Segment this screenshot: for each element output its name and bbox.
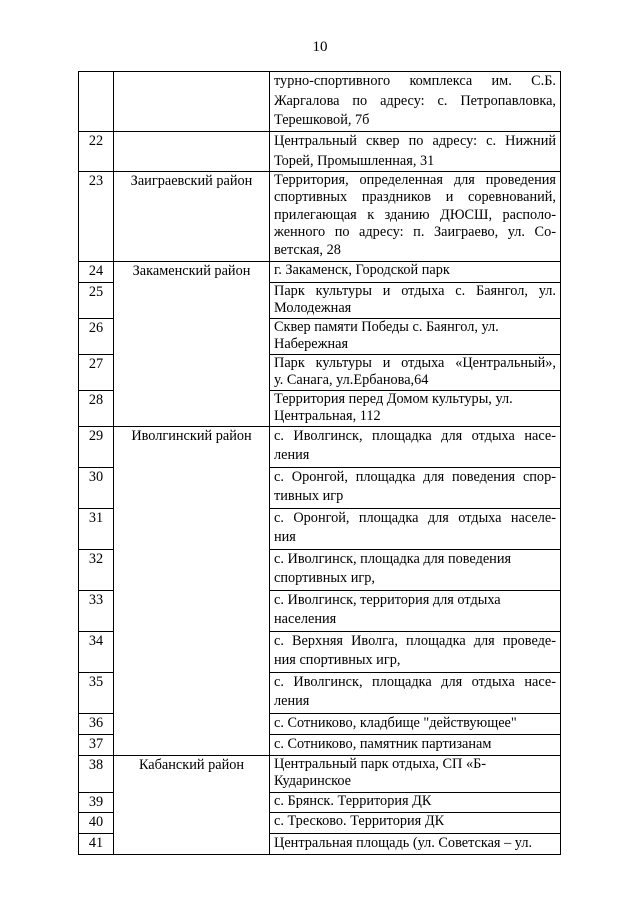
- row-number: 39: [79, 792, 114, 813]
- location-line: ветская, 28: [274, 241, 341, 258]
- location-line: ления: [274, 447, 310, 463]
- location-line: с. Верхняя Иволга, площадка для проведе-: [274, 632, 556, 649]
- row-number: 25: [79, 282, 114, 318]
- location-line: г. Закаменск, Городской парк: [274, 262, 450, 278]
- district-cell: [114, 132, 270, 172]
- location-line: Территория перед Домом культуры, ул.: [274, 390, 513, 407]
- location-line: Территория, определенная для проведения: [274, 172, 556, 188]
- location-line: женного по адресу: п. Заиграево, ул. Со-: [274, 224, 556, 241]
- location-cell: [270, 318, 561, 354]
- district-cell: Кабанский район: [114, 755, 270, 854]
- location-line: с. Сотниково, памятник партизанам: [274, 735, 492, 752]
- location-line: с. Иволгинск, площадка для поведения: [274, 550, 512, 567]
- location-cell: [270, 755, 561, 792]
- locations-table: [78, 71, 561, 855]
- row-number: 26: [79, 318, 114, 354]
- location-cell: [270, 262, 561, 283]
- location-line: турно-спортивного комплекса им. С.Б.: [274, 73, 556, 89]
- row-number: 33: [79, 590, 114, 631]
- district-cell: Иволгинский район: [114, 426, 270, 755]
- location-cell: [270, 282, 561, 318]
- location-line: ления: [274, 693, 310, 709]
- row-number: 24: [79, 262, 114, 283]
- location-cell: [270, 354, 561, 390]
- row-number: 35: [79, 672, 114, 713]
- location-cell: [270, 792, 561, 813]
- row-number: 36: [79, 713, 114, 734]
- row-number: 32: [79, 549, 114, 590]
- location-cell: [270, 467, 561, 508]
- table-row: [79, 755, 561, 792]
- location-line: с. Оронгой, площадка для отдыха населе-: [274, 509, 556, 526]
- location-line: у. Санага, ул.Ербанова,64: [274, 371, 429, 388]
- district-cell: Закаменский район: [114, 262, 270, 427]
- location-line: с. Иволгинск, территория для отдыха: [274, 591, 501, 608]
- row-number: 27: [79, 354, 114, 390]
- location-line: Центральный сквер по адресу: с. Нижний: [274, 133, 556, 149]
- location-line: Центральный парк отдыха, СП «Б-: [274, 755, 487, 772]
- location-cell: [270, 672, 561, 713]
- location-line: Молодежная: [274, 299, 352, 316]
- row-number: 41: [79, 833, 114, 854]
- location-line: Жаргалова по адресу: с. Петропавловка,: [274, 92, 556, 109]
- location-line: прилегающая к зданию ДЮСШ, располо-: [274, 206, 556, 223]
- location-line: с. Оронгой, площадка для поведения спор-: [274, 468, 556, 485]
- location-cell: [270, 72, 561, 132]
- location-cell: [270, 390, 561, 426]
- location-line: населения: [274, 611, 337, 627]
- table-row: [79, 132, 561, 172]
- location-line: Центральная, 112: [274, 407, 381, 424]
- location-line: Парк культуры и отдыха с. Баянгол, ул.: [274, 282, 556, 299]
- table-row: [79, 72, 561, 132]
- row-number: 31: [79, 508, 114, 549]
- location-cell: [270, 132, 561, 172]
- table-row: [79, 426, 561, 467]
- location-line: Набережная: [274, 335, 349, 352]
- row-number: 38: [79, 755, 114, 792]
- row-number: 40: [79, 813, 114, 834]
- location-cell: [270, 833, 561, 854]
- location-line: Центральная площадь (ул. Советская – ул.: [274, 834, 533, 851]
- location-line: ния: [274, 529, 296, 545]
- location-line: с. Сотниково, кладбище "действующее": [274, 714, 517, 731]
- location-line: Парк культуры и отдыха «Центральный»,: [274, 354, 556, 371]
- row-number: [79, 72, 114, 132]
- row-number: 22: [79, 132, 114, 172]
- row-number: 34: [79, 631, 114, 672]
- location-cell: [270, 713, 561, 734]
- row-number: 29: [79, 426, 114, 467]
- location-line: Торей, Промышленная, 31: [274, 152, 435, 169]
- location-cell: [270, 734, 561, 755]
- table-row: [79, 172, 561, 262]
- page-number: 10: [312, 39, 328, 55]
- row-number: 30: [79, 467, 114, 508]
- location-line: Кударинское: [274, 772, 352, 789]
- location-line: с. Брянск. Территория ДК: [274, 792, 432, 809]
- location-cell: [270, 508, 561, 549]
- location-cell: [270, 172, 561, 262]
- location-cell: [270, 631, 561, 672]
- location-cell: [270, 813, 561, 834]
- table-row: [79, 262, 561, 283]
- district-cell: Заиграевский район: [114, 172, 270, 262]
- row-number: 37: [79, 734, 114, 755]
- location-line: Терешковой, 7б: [274, 112, 370, 128]
- location-line: с. Тресково. Территория ДК: [274, 813, 445, 829]
- location-line: спортивных игр,: [274, 570, 375, 586]
- location-line: спортивных праздников и соревнований,: [274, 189, 556, 206]
- location-line: тивных игр: [274, 488, 344, 504]
- location-line: с. Иволгинск, площадка для отдыха насе-: [274, 673, 556, 690]
- row-number: 23: [79, 172, 114, 262]
- location-line: ния спортивных игр,: [274, 652, 401, 668]
- location-line: Сквер памяти Победы с. Баянгол, ул.: [274, 318, 499, 335]
- location-cell: [270, 590, 561, 631]
- location-cell: [270, 549, 561, 590]
- district-cell: [114, 72, 270, 132]
- row-number: 28: [79, 390, 114, 426]
- location-line: с. Иволгинск, площадка для отдыха насе-: [274, 427, 556, 444]
- location-cell: [270, 426, 561, 467]
